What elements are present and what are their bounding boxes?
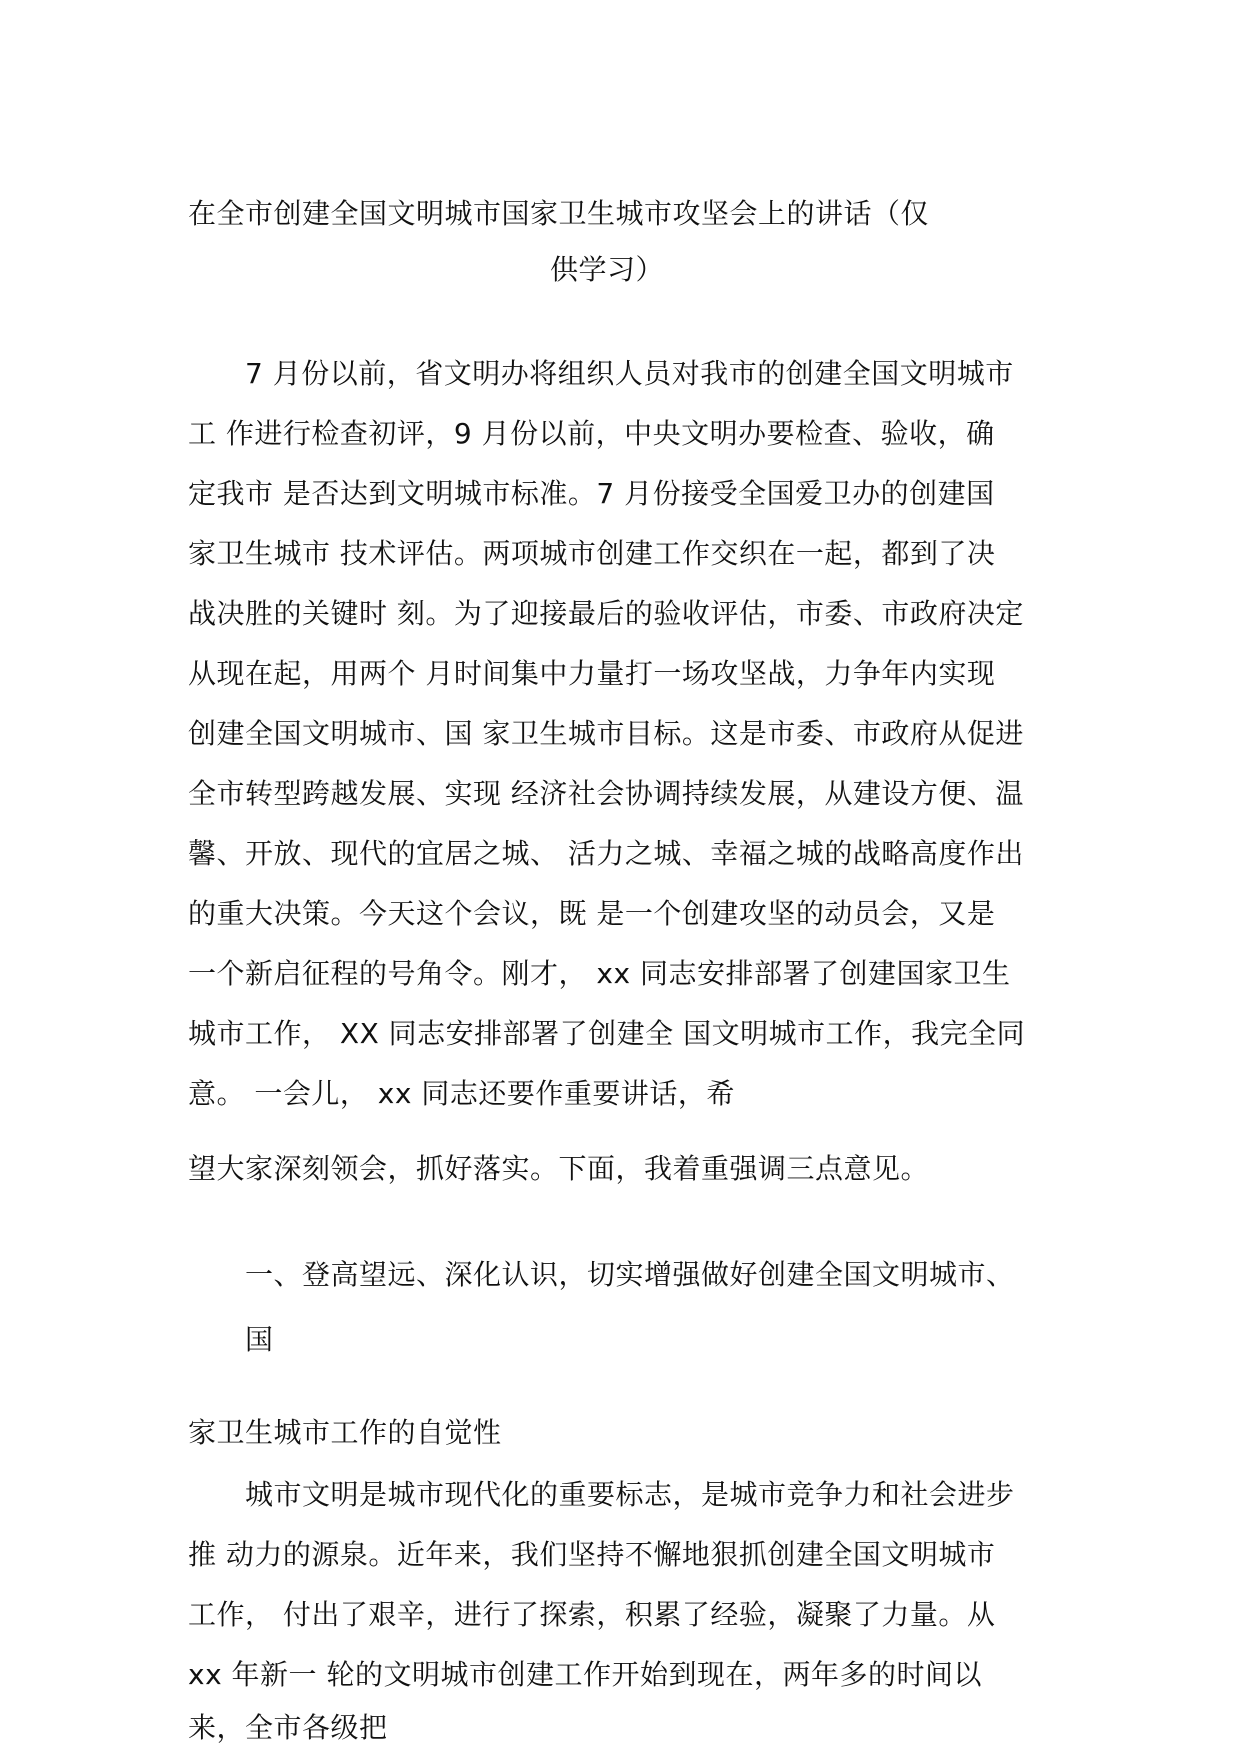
paragraph-2-line-1: 城市文明是城市现代化的重要标志，是城市竞争力和社会进步	[245, 1478, 1015, 1511]
document-title-line-1: 在全市创建全国文明城市国家卫生城市攻坚会上的讲话（仅	[188, 197, 930, 230]
paragraph-1-line-7: 创建全国文明城市、国 家卫生城市目标。这是市委、市政府从促进	[188, 717, 1024, 750]
paragraph-1-line-10: 的重大决策。今天这个会议，既 是一个创建攻坚的动员会，又是	[188, 897, 996, 930]
paragraph-2-line-5: 来，全市各级把	[188, 1711, 388, 1744]
paragraph-1-line-6: 从现在起，用两个 月时间集中力量打一场攻坚战，力争年内实现	[188, 657, 996, 690]
paragraph-1-line-4: 家卫生城市 技术评估。两项城市创建工作交织在一起，都到了决	[188, 537, 996, 570]
paragraph-2-line-2: 推 动力的源泉。近年来，我们坚持不懈地狠抓创建全国文明城市	[188, 1538, 996, 1571]
paragraph-1-line-9: 馨、开放、现代的宜居之城、 活力之城、幸福之城的战略高度作出	[188, 837, 1024, 870]
paragraph-2-line-4: xx 年新一 轮的文明城市创建工作开始到现在，两年多的时间以	[188, 1658, 982, 1691]
paragraph-1-line-5: 战决胜的关键时 刻。为了迎接最后的验收评估，市委、市政府决定	[188, 597, 1024, 630]
section-heading-1-line-1: 一、登高望远、深化认识，切实增强做好创建全国文明城市、	[245, 1258, 1015, 1291]
section-heading-1-line-2: 国	[245, 1323, 274, 1356]
paragraph-1-line-8: 全市转型跨越发展、实现 经济社会协调持续发展，从建设方便、温	[188, 777, 1024, 810]
paragraph-1-line-2: 工 作进行检查初评，9 月份以前，中央文明办要检查、验收，确	[188, 417, 995, 450]
paragraph-1-line-1: 7 月份以前，省文明办将组织人员对我市的创建全国文明城市	[245, 357, 1014, 390]
paragraph-1-line-13: 意。 一会儿， xx 同志还要作重要讲话，希	[188, 1077, 735, 1110]
paragraph-1-line-3: 定我市 是否达到文明城市标准。7 月份接受全国爱卫办的创建国	[188, 477, 995, 510]
paragraph-1-line-11: 一个新启征程的号角令。刚才， xx 同志安排部署了创建国家卫生	[188, 957, 1011, 990]
paragraph-2-line-3: 工作， 付出了艰辛，进行了探索，积累了经验，凝聚了力量。从	[188, 1598, 996, 1631]
paragraph-1-tail: 望大家深刻领会，抓好落实。下面，我着重强调三点意见。	[188, 1152, 930, 1185]
section-heading-1-line-3: 家卫生城市工作的自觉性	[188, 1416, 502, 1449]
document-title-line-2: 供学习）	[550, 253, 665, 286]
paragraph-1-line-12: 城市工作， XX 同志安排部署了创建全 国文明城市工作，我完全同	[188, 1017, 1026, 1050]
